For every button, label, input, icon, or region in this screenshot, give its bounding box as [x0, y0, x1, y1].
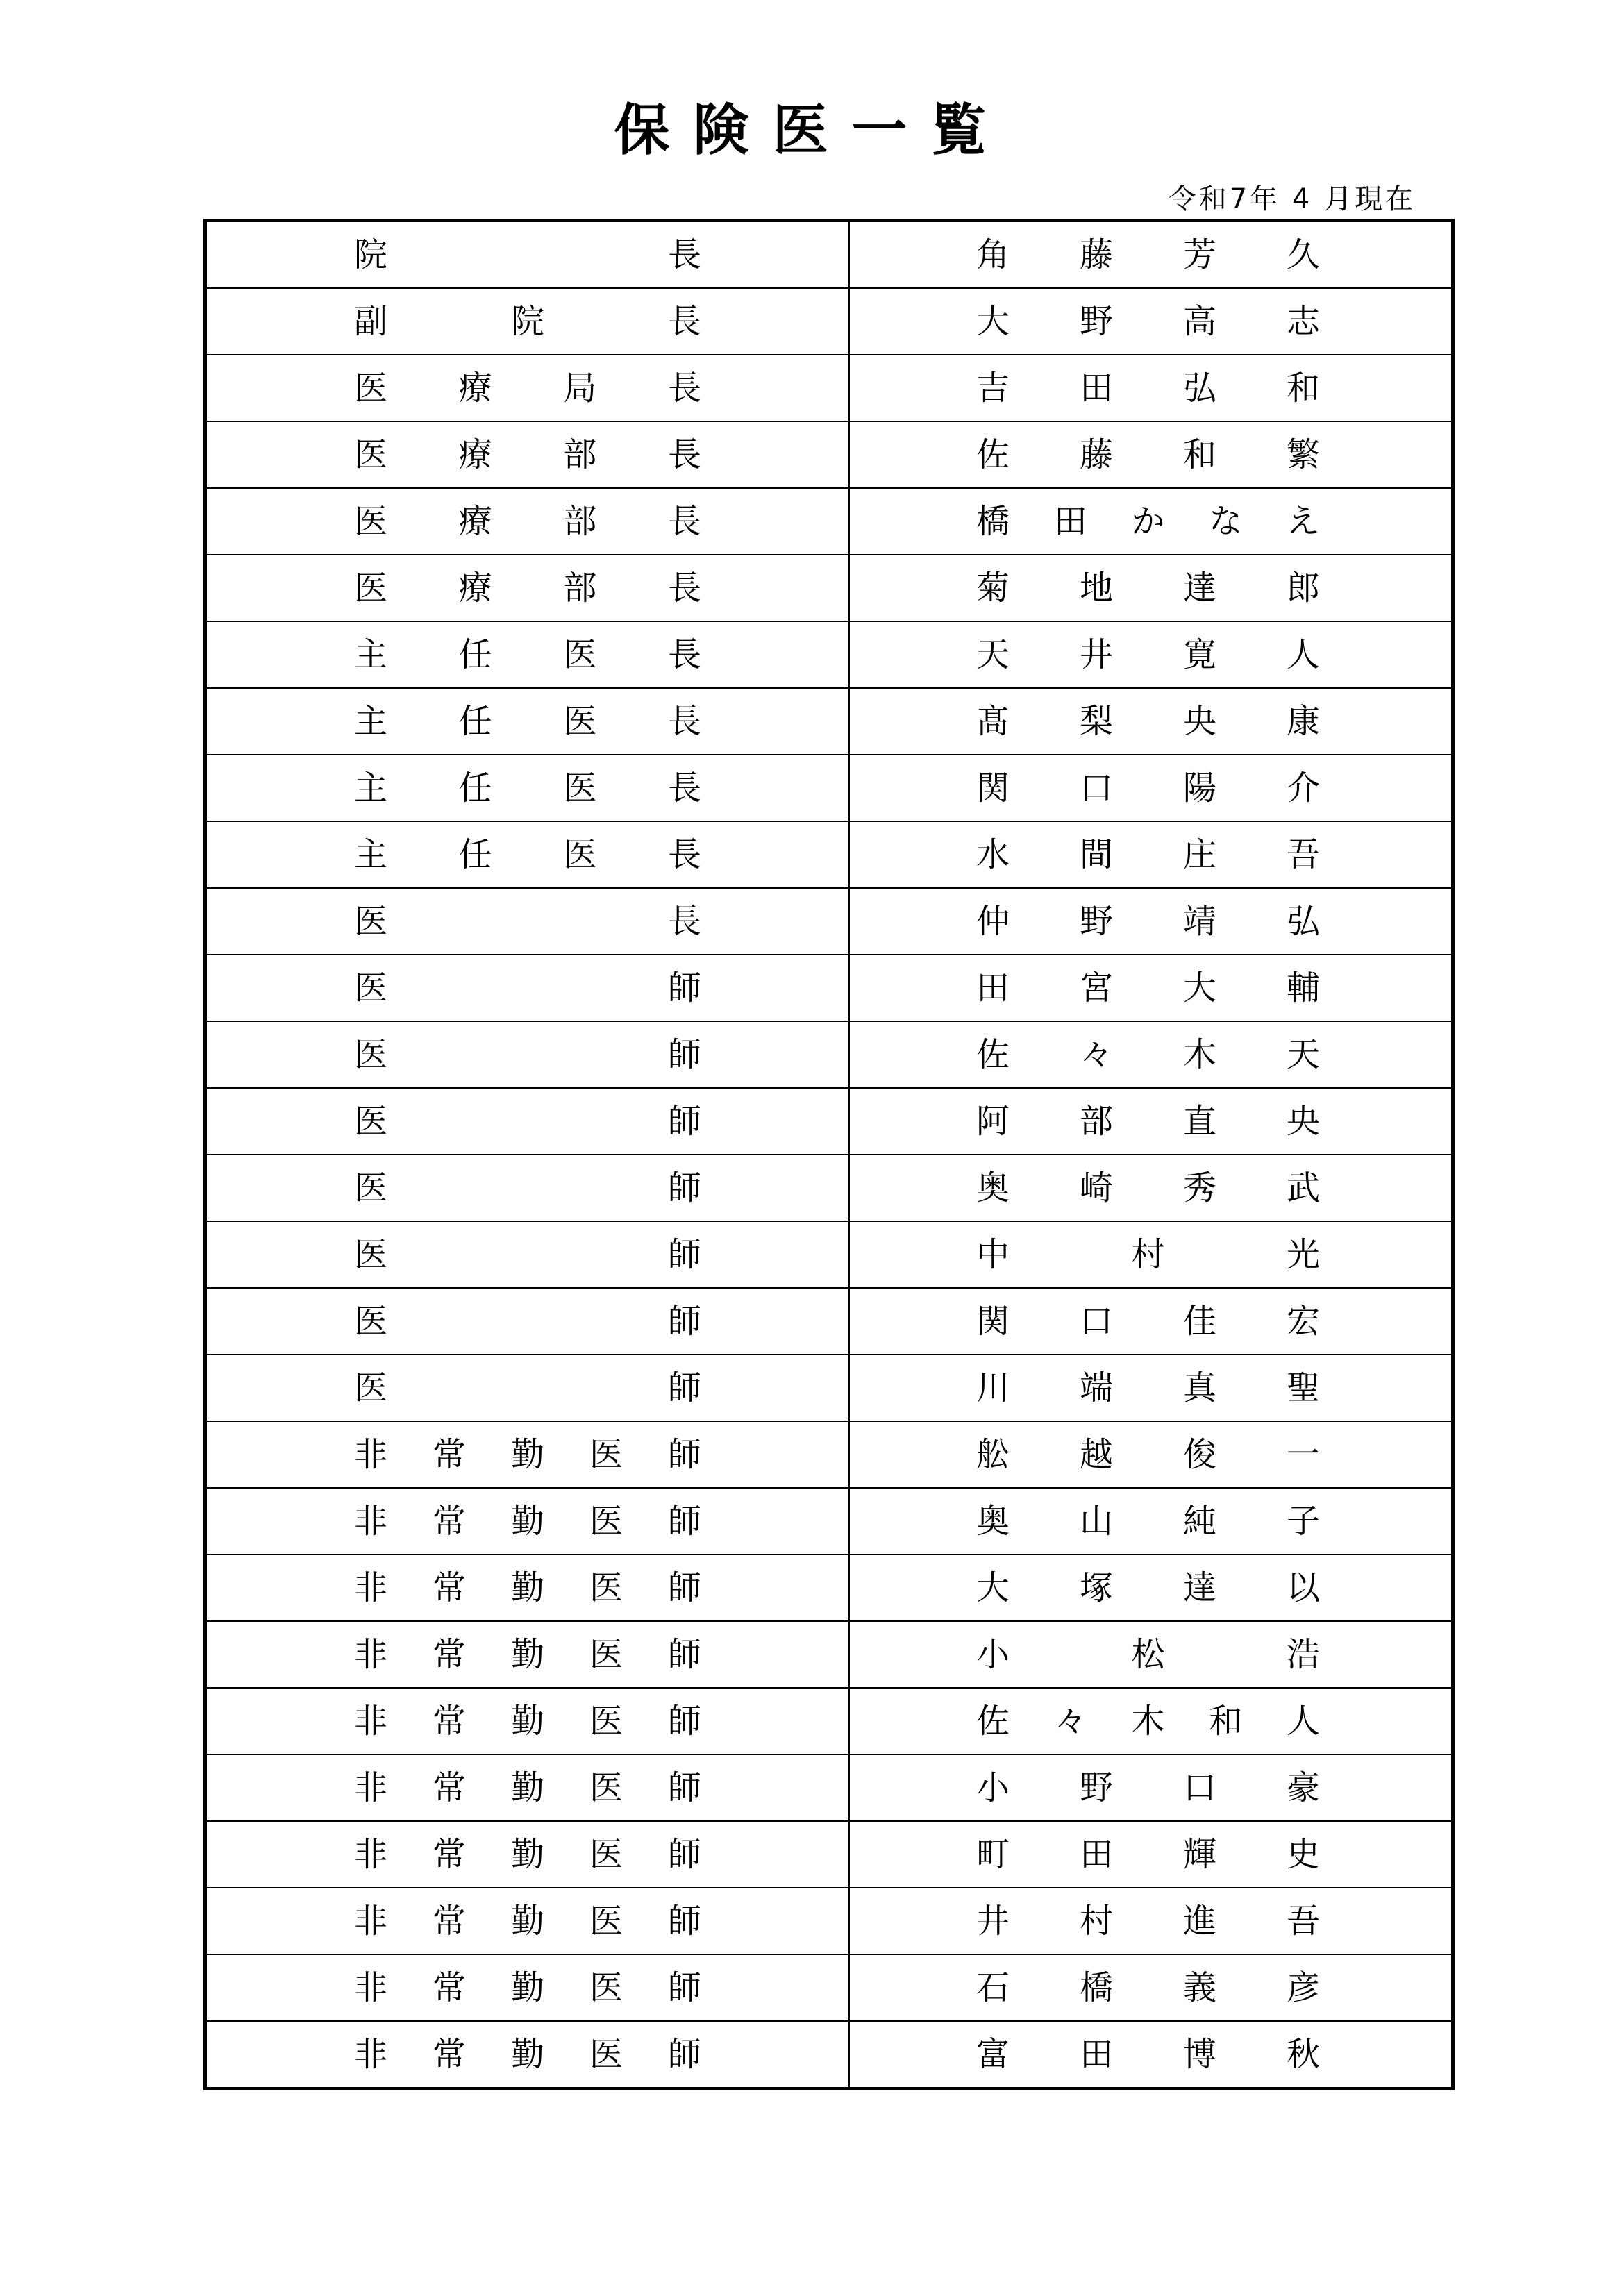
position-cell: [206, 355, 850, 421]
name-cell: [849, 1288, 1453, 1355]
position-title: 医 師: [354, 1102, 701, 1141]
position-title: 医 療 局 長: [354, 369, 701, 408]
position-title: 非 常 勤 医 師: [354, 1702, 701, 1741]
position-title: 主 任 医 長: [354, 702, 701, 741]
physician-name: 仲 野 靖 弘: [976, 902, 1320, 941]
table-row: [206, 955, 1453, 1021]
name-cell: [849, 821, 1453, 888]
name-cell: [849, 1355, 1453, 1421]
table-row: [206, 1488, 1453, 1555]
position-cell: [206, 1754, 850, 1821]
position-cell: [206, 1488, 850, 1555]
name-cell: [849, 1021, 1453, 1088]
physician-name: 奥 山 純 子: [976, 1502, 1320, 1541]
name-cell: [849, 421, 1453, 488]
position-cell: [206, 821, 850, 888]
position-title: 医 療 部 長: [354, 569, 701, 607]
position-cell: [206, 555, 850, 621]
physician-name: 井 村 進 吾: [976, 1902, 1320, 1941]
name-cell: [849, 2021, 1453, 2089]
position-cell: [206, 1621, 850, 1688]
table-row: [206, 1421, 1453, 1488]
name-cell: [849, 955, 1453, 1021]
name-cell: [849, 1821, 1453, 1888]
position-cell: [206, 2021, 850, 2089]
position-cell: [206, 755, 850, 821]
as-of-date: 令和7年 4 月現在: [1168, 183, 1416, 215]
physician-name: 大 野 高 志: [976, 302, 1320, 341]
position-cell: [206, 1021, 850, 1088]
physician-name: 石 橋 義 彦: [976, 1968, 1320, 2007]
physician-roster-table: [203, 219, 1455, 2090]
position-cell: [206, 1155, 850, 1221]
table-row: [206, 2021, 1453, 2089]
table-row: [206, 288, 1453, 355]
position-cell: [206, 1421, 850, 1488]
physician-name: 阿 部 直 央: [976, 1102, 1320, 1141]
position-title: 非 常 勤 医 師: [354, 1435, 701, 1474]
position-cell: [206, 621, 850, 688]
name-cell: [849, 1221, 1453, 1288]
position-title: 非 常 勤 医 師: [354, 1568, 701, 1607]
table-row: [206, 1555, 1453, 1621]
name-cell: [849, 221, 1453, 289]
physician-name: 佐 々 木 天: [976, 1035, 1320, 1074]
position-title: 主 任 医 長: [354, 769, 701, 807]
table-row: [206, 1088, 1453, 1155]
physician-name: 中 村 光: [976, 1235, 1320, 1274]
physician-name: 小 野 口 豪: [976, 1768, 1320, 1807]
physician-name: 田 宮 大 輔: [976, 969, 1320, 1007]
position-title: 非 常 勤 医 師: [354, 1968, 701, 2007]
physician-name: 髙 梨 央 康: [976, 702, 1320, 741]
name-cell: [849, 1688, 1453, 1754]
page-title: 保険医一覧: [614, 98, 1010, 162]
position-title: 医 師: [354, 1035, 701, 1074]
table-row: [206, 555, 1453, 621]
position-cell: [206, 888, 850, 955]
position-title: 主 任 医 長: [354, 635, 701, 674]
physician-name: 小 松 浩: [976, 1635, 1320, 1674]
position-cell: [206, 288, 850, 355]
position-title: 非 常 勤 医 師: [354, 1902, 701, 1941]
name-cell: [849, 1555, 1453, 1621]
position-cell: [206, 1821, 850, 1888]
table-row: [206, 1021, 1453, 1088]
name-cell: [849, 888, 1453, 955]
position-cell: [206, 1555, 850, 1621]
table-row: [206, 1155, 1453, 1221]
position-title: 医 師: [354, 1302, 701, 1341]
name-cell: [849, 621, 1453, 688]
physician-name: 川 端 真 聖: [976, 1368, 1320, 1407]
position-title: 主 任 医 長: [354, 835, 701, 874]
table-row: [206, 1288, 1453, 1355]
physician-name: 水 間 庄 吾: [976, 835, 1320, 874]
name-cell: [849, 755, 1453, 821]
position-cell: [206, 1888, 850, 1954]
name-cell: [849, 1155, 1453, 1221]
position-title: 非 常 勤 医 師: [354, 1835, 701, 1874]
physician-name: 奥 崎 秀 武: [976, 1168, 1320, 1207]
name-cell: [849, 488, 1453, 555]
position-title: 医 師: [354, 1168, 701, 1207]
name-cell: [849, 355, 1453, 421]
position-title: 非 常 勤 医 師: [354, 1635, 701, 1674]
physician-name: 佐 藤 和 繁: [976, 435, 1320, 474]
table-row: [206, 688, 1453, 755]
position-cell: [206, 421, 850, 488]
position-cell: [206, 1221, 850, 1288]
table-row: [206, 221, 1453, 289]
physician-name: 大 塚 達 以: [976, 1568, 1320, 1607]
physician-name: 天 井 寛 人: [976, 635, 1320, 674]
position-title: 副 院 長: [354, 302, 701, 341]
name-cell: [849, 1488, 1453, 1555]
table-row: [206, 621, 1453, 688]
name-cell: [849, 555, 1453, 621]
position-title: 医 師: [354, 1368, 701, 1407]
physician-name: 菊 地 達 郎: [976, 569, 1320, 607]
position-cell: [206, 1688, 850, 1754]
name-cell: [849, 1888, 1453, 1954]
position-title: 非 常 勤 医 師: [354, 1768, 701, 1807]
table-row: [206, 1888, 1453, 1954]
physician-name: 関 口 佳 宏: [976, 1302, 1320, 1341]
physician-name: 関 口 陽 介: [976, 769, 1320, 807]
name-cell: [849, 1621, 1453, 1688]
table-row: [206, 888, 1453, 955]
position-cell: [206, 688, 850, 755]
position-cell: [206, 955, 850, 1021]
name-cell: [849, 1421, 1453, 1488]
name-cell: [849, 1754, 1453, 1821]
position-cell: [206, 221, 850, 289]
name-cell: [849, 288, 1453, 355]
name-cell: [849, 1954, 1453, 2021]
physician-name: 町 田 輝 史: [976, 1835, 1320, 1874]
physician-name: 富 田 博 秋: [976, 2035, 1320, 2074]
position-title: 医 療 部 長: [354, 435, 701, 474]
position-cell: [206, 1288, 850, 1355]
physician-name: 舩 越 俊 一: [976, 1435, 1320, 1474]
name-cell: [849, 688, 1453, 755]
position-title: 医 療 部 長: [354, 502, 701, 541]
physician-name: 角 藤 芳 久: [976, 235, 1320, 274]
position-title: 非 常 勤 医 師: [354, 1502, 701, 1541]
roster-body: [206, 221, 1453, 2089]
position-cell: [206, 1954, 850, 2021]
table-row: [206, 1954, 1453, 2021]
position-title: 院 長: [354, 235, 701, 274]
physician-name: 佐 々 木 和 人: [976, 1702, 1320, 1741]
physician-name: 吉 田 弘 和: [976, 369, 1320, 408]
position-title: 医 長: [354, 902, 701, 941]
table-row: [206, 755, 1453, 821]
position-cell: [206, 1088, 850, 1155]
table-row: [206, 1821, 1453, 1888]
table-row: [206, 355, 1453, 421]
position-cell: [206, 488, 850, 555]
position-title: 医 師: [354, 1235, 701, 1274]
name-cell: [849, 1088, 1453, 1155]
table-row: [206, 1621, 1453, 1688]
table-row: [206, 1355, 1453, 1421]
table-row: [206, 1754, 1453, 1821]
position-cell: [206, 1355, 850, 1421]
position-title: 医 師: [354, 969, 701, 1007]
position-title: 非 常 勤 医 師: [354, 2035, 701, 2074]
table-row: [206, 421, 1453, 488]
physician-name: 橋 田 か な え: [976, 502, 1320, 541]
table-row: [206, 1688, 1453, 1754]
table-row: [206, 1221, 1453, 1288]
table-row: [206, 488, 1453, 555]
table-row: [206, 821, 1453, 888]
